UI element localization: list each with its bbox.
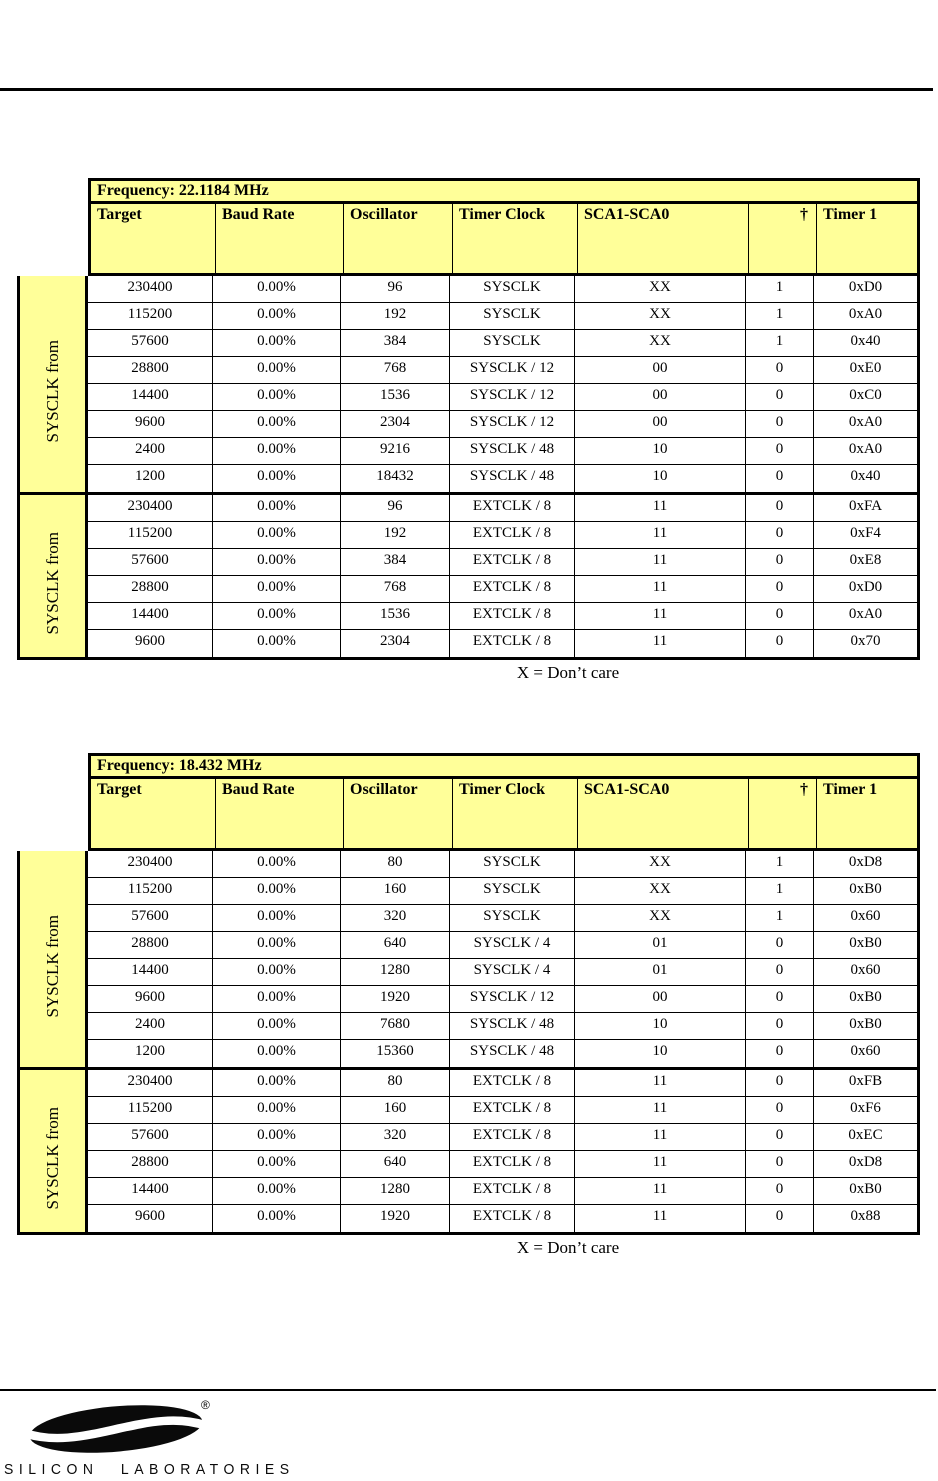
cell-baud-error: 0.00% [213, 1151, 341, 1177]
cell-target-baud: 230400 [88, 851, 213, 877]
cell-baud-error: 0.00% [213, 576, 341, 602]
cell-sca-bits: 10 [575, 1013, 746, 1039]
cell-t1m-bit: 0 [746, 465, 814, 492]
cell-target-baud: 2400 [88, 438, 213, 464]
cell-target-baud: 28800 [88, 1151, 213, 1177]
cell-timer1-reload: 0xD0 [848, 579, 883, 595]
table-row [88, 932, 917, 959]
cell-baud-error: 0.00% [213, 276, 341, 302]
cell-target-baud: 57600 [88, 905, 213, 931]
cell-sca-bits: 11 [575, 603, 746, 629]
sysclk-section-rows [88, 851, 917, 1067]
cell-sca-bits: 00 [575, 411, 746, 437]
cell-t1m-bit: 0 [746, 1040, 814, 1067]
cell-target-baud: 14400 [88, 603, 213, 629]
table-row [88, 959, 917, 986]
row-label-extclk-section [20, 495, 85, 657]
cell-timer-clock: EXTCLK / 8 [450, 576, 575, 602]
cell-oscillator: 160 [341, 878, 450, 904]
cell-t1m-bit: 1 [746, 330, 814, 356]
cell-sca-bits: XX [575, 330, 746, 356]
cell-timer1-reload: 0xFA [848, 498, 883, 514]
cell-baud-error: 0.00% [213, 438, 341, 464]
cell-baud-error: 0.00% [213, 1013, 341, 1039]
table-row [88, 1097, 917, 1124]
cell-timer1-reload: 0x88 [850, 1208, 881, 1224]
dont-care-footnote: X = Don’t care [516, 663, 620, 682]
cell-oscillator: 768 [341, 357, 450, 383]
cell-sca-bits: 00 [575, 986, 746, 1012]
cell-t1m-bit: 0 [746, 1205, 814, 1232]
cell-sca-bits: 11 [575, 549, 746, 575]
cell-timer-clock: EXTCLK / 8 [450, 1070, 575, 1096]
cell-t1m-bit: 0 [746, 1124, 814, 1150]
cell-timer-clock: SYSCLK [450, 303, 575, 329]
cell-timer1-reload: 0xA0 [848, 606, 883, 622]
cell-timer1-reload: 0x60 [850, 962, 881, 978]
col-header-timer-clock: Timer Clock [453, 779, 578, 848]
cell-target-baud: 115200 [88, 1097, 213, 1123]
cell-timer1-reload: 0xF6 [850, 1100, 881, 1116]
baud-table-22mhz [17, 178, 920, 660]
cell-baud-error: 0.00% [213, 303, 341, 329]
cell-oscillator: 320 [341, 1124, 450, 1150]
cell-timer1-reload: 0xB0 [849, 881, 882, 897]
cell-oscillator: 9216 [341, 438, 450, 464]
cell-timer-clock: EXTCLK / 8 [450, 1124, 575, 1150]
row-label-text: SYSCLK from [43, 339, 62, 443]
cell-oscillator: 1536 [341, 603, 450, 629]
cell-timer-clock: SYSCLK / 48 [450, 465, 575, 492]
cell-baud-error: 0.00% [213, 959, 341, 985]
cell-target-baud: 230400 [88, 1070, 213, 1096]
col-header-baud-rate: Baud Rate [216, 779, 344, 848]
table-row [88, 330, 917, 357]
table-row [88, 1070, 917, 1097]
cell-sca-bits: XX [575, 905, 746, 931]
cell-oscillator: 96 [341, 495, 450, 521]
cell-timer1-reload: 0x60 [850, 1043, 881, 1059]
cell-timer-clock: SYSCLK / 12 [450, 411, 575, 437]
table-row [88, 384, 917, 411]
cell-target-baud: 28800 [88, 576, 213, 602]
cell-oscillator: 192 [341, 522, 450, 548]
table-row [88, 438, 917, 465]
cell-timer-clock: SYSCLK / 48 [450, 438, 575, 464]
cell-t1m-bit: 0 [746, 495, 814, 521]
row-label-text: SYSCLK from [43, 914, 62, 1018]
row-label-extclk-section [20, 1070, 85, 1232]
col-header-sca: SCA1-SCA0 [578, 204, 749, 273]
cell-timer1-reload: 0xA0 [848, 414, 883, 430]
cell-sca-bits: 11 [575, 576, 746, 602]
table-row [88, 411, 917, 438]
extclk-section-rows [88, 1067, 917, 1232]
table-row [88, 549, 917, 576]
cell-timer-clock: SYSCLK / 12 [450, 384, 575, 410]
table-row [88, 603, 917, 630]
cell-baud-error: 0.00% [213, 905, 341, 931]
cell-t1m-bit: 0 [746, 1151, 814, 1177]
row-label-column [17, 276, 88, 660]
cell-t1m-bit: 0 [746, 576, 814, 602]
cell-oscillator: 1536 [341, 384, 450, 410]
cell-baud-error: 0.00% [213, 411, 341, 437]
cell-baud-error: 0.00% [213, 851, 341, 877]
cell-target-baud: 57600 [88, 330, 213, 356]
cell-timer-clock: EXTCLK / 8 [450, 1151, 575, 1177]
cell-timer1-reload: 0x40 [850, 468, 881, 484]
cell-baud-error: 0.00% [213, 330, 341, 356]
cell-timer1-reload: 0xB0 [849, 1016, 882, 1032]
cell-oscillator: 384 [341, 330, 450, 356]
cell-timer-clock: SYSCLK / 12 [450, 357, 575, 383]
cell-timer-clock: EXTCLK / 8 [450, 630, 575, 657]
row-label-text: SYSCLK from [43, 531, 62, 635]
cell-timer1-reload: 0x60 [850, 908, 881, 924]
silicon-labs-swirl-icon [26, 1400, 206, 1458]
cell-sca-bits: 00 [575, 357, 746, 383]
row-label-sysclk-section [20, 276, 85, 495]
cell-sca-bits: 10 [575, 438, 746, 464]
cell-baud-error: 0.00% [213, 549, 341, 575]
cell-baud-error: 0.00% [213, 357, 341, 383]
cell-oscillator: 7680 [341, 1013, 450, 1039]
cell-timer-clock: EXTCLK / 8 [450, 1097, 575, 1123]
cell-t1m-bit: 1 [746, 878, 814, 904]
cell-sca-bits: 11 [575, 1178, 746, 1204]
cell-sca-bits: 01 [575, 932, 746, 958]
cell-target-baud: 14400 [88, 384, 213, 410]
row-label-text: SYSCLK from [43, 1106, 62, 1210]
col-header-target: Target [91, 779, 216, 848]
cell-oscillator: 2304 [341, 411, 450, 437]
cell-timer1-reload: 0xF4 [850, 525, 881, 541]
cell-target-baud: 9600 [88, 630, 213, 657]
registered-trademark-icon: ® [201, 1398, 210, 1412]
cell-oscillator: 80 [341, 1070, 450, 1096]
table-row [88, 465, 917, 492]
cell-sca-bits: 11 [575, 1205, 746, 1232]
cell-target-baud: 1200 [88, 465, 213, 492]
cell-timer-clock: SYSCLK / 12 [450, 986, 575, 1012]
cell-timer-clock: EXTCLK / 8 [450, 603, 575, 629]
cell-timer1-reload: 0xA0 [848, 441, 883, 457]
cell-t1m-bit: 1 [746, 276, 814, 302]
cell-t1m-bit: 0 [746, 959, 814, 985]
col-header-oscillator: Oscillator [344, 204, 453, 273]
col-header-timer-clock: Timer Clock [453, 204, 578, 273]
cell-timer-clock: SYSCLK / 48 [450, 1013, 575, 1039]
cell-t1m-bit: 0 [746, 932, 814, 958]
cell-oscillator: 320 [341, 905, 450, 931]
cell-target-baud: 2400 [88, 1013, 213, 1039]
cell-baud-error: 0.00% [213, 986, 341, 1012]
cell-oscillator: 192 [341, 303, 450, 329]
frequency-title: Frequency: 18.432 MHz [88, 753, 920, 779]
cell-t1m-bit: 0 [746, 630, 814, 657]
cell-sca-bits: 10 [575, 1040, 746, 1067]
table-row [88, 357, 917, 384]
cell-oscillator: 1920 [341, 986, 450, 1012]
cell-target-baud: 230400 [88, 276, 213, 302]
cell-sca-bits: 11 [575, 1097, 746, 1123]
cell-baud-error: 0.00% [213, 1070, 341, 1096]
cell-timer-clock: EXTCLK / 8 [450, 1205, 575, 1232]
table-row [88, 1205, 917, 1232]
cell-oscillator: 1280 [341, 959, 450, 985]
cell-sca-bits: 11 [575, 630, 746, 657]
cell-timer-clock: SYSCLK [450, 276, 575, 302]
cell-timer1-reload: 0xD8 [848, 1154, 883, 1170]
cell-sca-bits: 01 [575, 959, 746, 985]
cell-timer-clock: EXTCLK / 8 [450, 495, 575, 521]
cell-timer-clock: SYSCLK / 4 [450, 932, 575, 958]
table-row [88, 576, 917, 603]
cell-target-baud: 115200 [88, 303, 213, 329]
cell-timer-clock: SYSCLK [450, 330, 575, 356]
cell-timer1-reload: 0xC0 [849, 387, 882, 403]
cell-timer1-reload: 0xEC [848, 1127, 883, 1143]
cell-t1m-bit: 0 [746, 603, 814, 629]
table-row [88, 1013, 917, 1040]
cell-timer1-reload: 0xE8 [849, 552, 882, 568]
cell-t1m-bit: 0 [746, 384, 814, 410]
cell-t1m-bit: 0 [746, 438, 814, 464]
col-header-timer1: Timer 1 [823, 781, 878, 798]
cell-t1m-bit: 0 [746, 1178, 814, 1204]
baud-table-18mhz [17, 753, 920, 1235]
cell-t1m-bit: 1 [746, 851, 814, 877]
cell-timer-clock: EXTCLK / 8 [450, 549, 575, 575]
cell-target-baud: 14400 [88, 1178, 213, 1204]
cell-timer1-reload: 0x70 [850, 633, 881, 649]
table-body [17, 851, 920, 1235]
cell-target-baud: 1200 [88, 1040, 213, 1067]
cell-timer1-reload: 0xD8 [848, 854, 883, 870]
cell-sca-bits: XX [575, 878, 746, 904]
cell-baud-error: 0.00% [213, 878, 341, 904]
frequency-title: Frequency: 22.1184 MHz [88, 178, 920, 204]
cell-timer-clock: SYSCLK / 4 [450, 959, 575, 985]
cell-target-baud: 9600 [88, 411, 213, 437]
cell-timer-clock: EXTCLK / 8 [450, 1178, 575, 1204]
cell-oscillator: 160 [341, 1097, 450, 1123]
cell-oscillator: 1920 [341, 1205, 450, 1232]
cell-baud-error: 0.00% [213, 465, 341, 492]
cell-oscillator: 15360 [341, 1040, 450, 1067]
cell-t1m-bit: 0 [746, 411, 814, 437]
cell-oscillator: 1280 [341, 1178, 450, 1204]
cell-baud-error: 0.00% [213, 1040, 341, 1067]
cell-timer1-reload: 0xB0 [849, 1181, 882, 1197]
cell-oscillator: 384 [341, 549, 450, 575]
cell-baud-error: 0.00% [213, 522, 341, 548]
silicon-labs-wordmark: SILICON LABORATORIES [4, 1460, 295, 1478]
table-row [88, 878, 917, 905]
cell-timer1-reload: 0xFB [848, 1073, 883, 1089]
cell-oscillator: 640 [341, 932, 450, 958]
cell-timer1-reload: 0xE0 [849, 360, 882, 376]
cell-oscillator: 640 [341, 1151, 450, 1177]
col-header-baud-rate: Baud Rate [216, 204, 344, 273]
table-row [88, 495, 917, 522]
cell-sca-bits: 11 [575, 495, 746, 521]
cell-target-baud: 57600 [88, 549, 213, 575]
column-header-row [88, 204, 920, 276]
cell-baud-error: 0.00% [213, 384, 341, 410]
cell-baud-error: 0.00% [213, 1124, 341, 1150]
cell-timer1-reload: 0xA0 [848, 306, 883, 322]
cell-target-baud: 9600 [88, 986, 213, 1012]
cell-timer1-reload: 0x40 [850, 333, 881, 349]
table-row [88, 986, 917, 1013]
cell-target-baud: 14400 [88, 959, 213, 985]
cell-baud-error: 0.00% [213, 932, 341, 958]
cell-target-baud: 230400 [88, 495, 213, 521]
cell-timer-clock: SYSCLK / 48 [450, 1040, 575, 1067]
table-body [17, 276, 920, 660]
column-header-row [88, 779, 920, 851]
cell-sca-bits: 11 [575, 522, 746, 548]
data-rows [88, 276, 920, 660]
cell-sca-bits: XX [575, 303, 746, 329]
cell-baud-error: 0.00% [213, 1097, 341, 1123]
cell-oscillator: 80 [341, 851, 450, 877]
data-rows [88, 851, 920, 1235]
cell-t1m-bit: 1 [746, 303, 814, 329]
col-header-dagger: † [749, 204, 817, 273]
table-row [88, 276, 917, 303]
cell-timer1-reload: 0xD0 [848, 279, 883, 295]
cell-target-baud: 28800 [88, 357, 213, 383]
page-footer-rule [0, 1389, 936, 1391]
table-row [88, 1040, 917, 1067]
cell-baud-error: 0.00% [213, 603, 341, 629]
table-row [88, 1151, 917, 1178]
cell-timer-clock: EXTCLK / 8 [450, 522, 575, 548]
extclk-section-rows [88, 492, 917, 657]
silicon-labs-logo [0, 1396, 295, 1481]
page-header-rule [0, 88, 933, 91]
cell-sca-bits: 11 [575, 1124, 746, 1150]
col-header-oscillator: Oscillator [344, 779, 453, 848]
cell-timer1-reload: 0xB0 [849, 989, 882, 1005]
cell-t1m-bit: 0 [746, 1070, 814, 1096]
cell-sca-bits: XX [575, 851, 746, 877]
cell-target-baud: 115200 [88, 878, 213, 904]
cell-t1m-bit: 0 [746, 1013, 814, 1039]
cell-timer-clock: SYSCLK [450, 905, 575, 931]
table-row [88, 1178, 917, 1205]
cell-t1m-bit: 1 [746, 905, 814, 931]
cell-sca-bits: 11 [575, 1070, 746, 1096]
cell-target-baud: 9600 [88, 1205, 213, 1232]
dont-care-footnote: X = Don’t care [516, 1238, 620, 1257]
cell-sca-bits: 00 [575, 384, 746, 410]
table-row [88, 905, 917, 932]
col-header-target: Target [91, 204, 216, 273]
table-row [88, 1124, 917, 1151]
cell-sca-bits: XX [575, 276, 746, 302]
cell-target-baud: 57600 [88, 1124, 213, 1150]
cell-oscillator: 768 [341, 576, 450, 602]
cell-oscillator: 18432 [341, 465, 450, 492]
table-row [88, 522, 917, 549]
cell-target-baud: 28800 [88, 932, 213, 958]
cell-timer1-reload: 0xB0 [849, 935, 882, 951]
cell-t1m-bit: 0 [746, 986, 814, 1012]
cell-baud-error: 0.00% [213, 1178, 341, 1204]
cell-t1m-bit: 0 [746, 1097, 814, 1123]
row-label-sysclk-section [20, 851, 85, 1070]
table-row [88, 303, 917, 330]
col-header-dagger: † [749, 779, 817, 848]
cell-baud-error: 0.00% [213, 1205, 341, 1232]
table-row [88, 851, 917, 878]
cell-t1m-bit: 0 [746, 522, 814, 548]
col-header-timer1: Timer 1 [823, 206, 878, 223]
cell-baud-error: 0.00% [213, 495, 341, 521]
table-row [88, 630, 917, 657]
sysclk-section-rows [88, 276, 917, 492]
cell-t1m-bit: 0 [746, 549, 814, 575]
row-label-column [17, 851, 88, 1235]
col-header-sca: SCA1-SCA0 [578, 779, 749, 848]
cell-timer-clock: SYSCLK [450, 851, 575, 877]
cell-timer-clock: SYSCLK [450, 878, 575, 904]
cell-oscillator: 2304 [341, 630, 450, 657]
cell-sca-bits: 10 [575, 465, 746, 492]
cell-target-baud: 115200 [88, 522, 213, 548]
cell-t1m-bit: 0 [746, 357, 814, 383]
cell-oscillator: 96 [341, 276, 450, 302]
cell-baud-error: 0.00% [213, 630, 341, 657]
cell-sca-bits: 11 [575, 1151, 746, 1177]
